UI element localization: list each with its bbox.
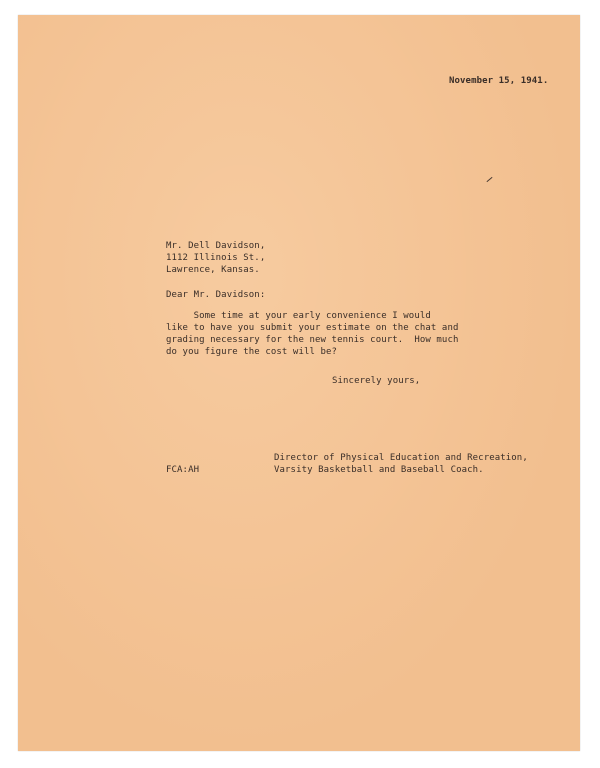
salutation: Dear Mr. Davidson: <box>166 290 266 300</box>
recipient-city: Lawrence, Kansas. <box>166 265 260 275</box>
letter-page <box>18 15 580 751</box>
body-line-4: do you figure the cost will be? <box>166 347 338 357</box>
typist-initials: FCA:AH <box>166 465 200 475</box>
body-line-1: Some time at your early convenience I would <box>166 311 431 321</box>
recipient-street: 1112 Illinois St., <box>166 253 266 263</box>
body-line-2: like to have you submit your estimate on the chat and <box>166 323 459 333</box>
signature-title-line-1: Director of Physical Education and Recreation, <box>274 453 528 463</box>
closing: Sincerely yours, <box>332 376 421 386</box>
stray-pencil-mark <box>486 177 492 182</box>
body-line-3: grading necessary for the new tennis court. How much <box>166 335 459 345</box>
signature-title-line-2: Varsity Basketball and Baseball Coach. <box>274 465 484 475</box>
recipient-name: Mr. Dell Davidson, <box>166 241 266 251</box>
letter-date: November 15, 1941. <box>449 76 549 86</box>
